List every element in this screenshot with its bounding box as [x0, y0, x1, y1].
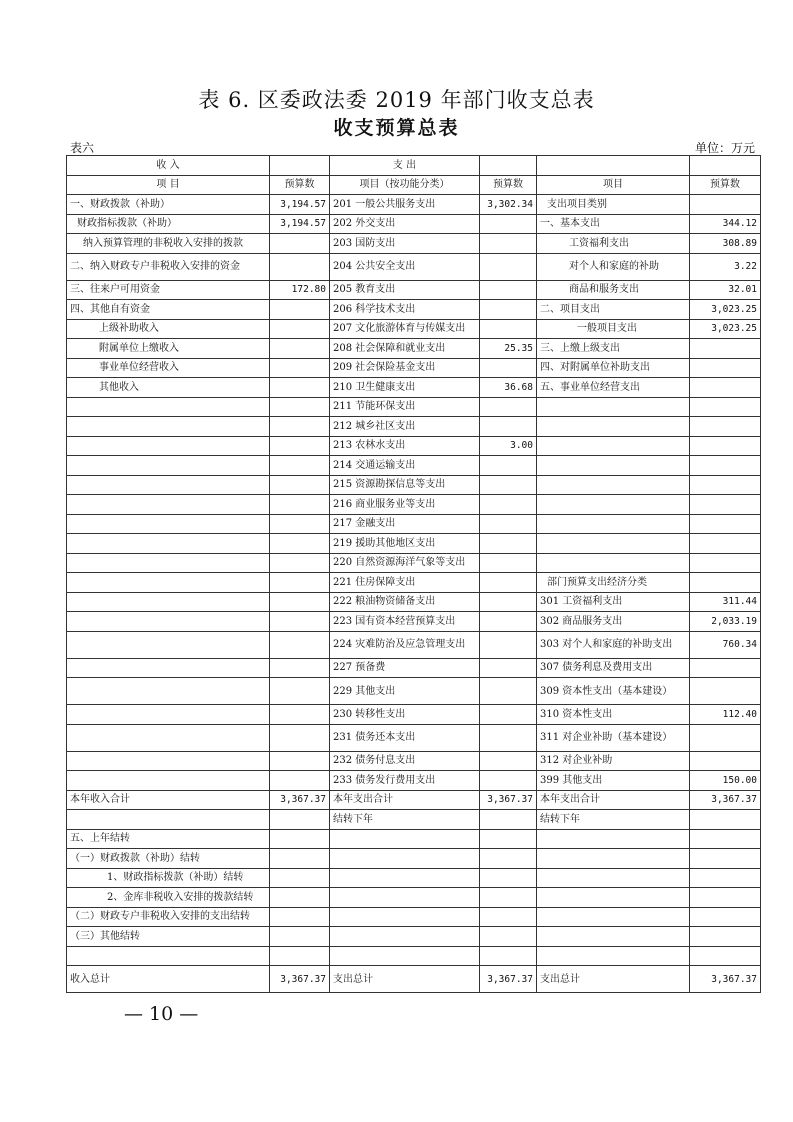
page-number: — 10 —	[124, 1003, 199, 1025]
expense-func-item-cell: 212 城乡社区支出	[330, 417, 480, 437]
income-budget-cell	[270, 751, 330, 771]
income-budget-cell	[270, 592, 330, 612]
table-row	[67, 397, 761, 417]
expense-func-item-cell: 214 交通运输支出	[330, 456, 480, 476]
expense-item-cell	[537, 829, 690, 849]
expense-budget-cell: 112.40	[690, 705, 761, 725]
income-budget-cell	[270, 705, 330, 725]
expense-func-budget-cell: 3,367.37	[480, 790, 537, 810]
expense-func-budget-cell	[480, 553, 537, 573]
expense-budget-cell	[690, 927, 761, 947]
income-budget-cell	[270, 319, 330, 339]
table-row	[67, 253, 761, 280]
income-item-cell	[67, 456, 270, 476]
income-budget-cell	[270, 234, 330, 254]
expense-item-cell: 四、对附属单位补助支出	[537, 358, 690, 378]
expense-func-item-cell: 230 转移性支出	[330, 705, 480, 725]
col-header-budget: 预算数	[480, 175, 537, 195]
empty-header-cell	[270, 156, 330, 176]
expense-item-cell: 311 对企业补助（基本建设）	[537, 724, 690, 751]
income-budget-cell	[270, 849, 330, 869]
expense-func-budget-cell	[480, 751, 537, 771]
expense-func-item-cell: 223 国有资本经营预算支出	[330, 612, 480, 632]
income-item-cell	[67, 705, 270, 725]
expense-budget-cell	[690, 946, 761, 966]
income-item-cell	[67, 534, 270, 554]
table-code: 表六	[70, 141, 95, 155]
expense-group-header: 支 出	[330, 156, 480, 176]
expense-budget-cell: 760.34	[690, 631, 761, 658]
expense-item-cell: 部门预算支出经济分类	[537, 573, 690, 593]
expense-item-cell: 302 商品服务支出	[537, 612, 690, 632]
expense-func-item-cell: 222 粮油物资储备支出	[330, 592, 480, 612]
col-header-budget: 预算数	[690, 175, 761, 195]
expense-func-budget-cell	[480, 495, 537, 515]
expense-func-item-cell: 204 公共安全支出	[330, 253, 480, 280]
income-item-cell: 二、纳入财政专户非税收入安排的资金	[67, 253, 270, 280]
income-budget-cell	[270, 678, 330, 705]
income-budget-cell	[270, 397, 330, 417]
income-item-cell	[67, 678, 270, 705]
income-budget-cell	[270, 829, 330, 849]
expense-func-budget-cell	[480, 612, 537, 632]
expense-func-budget-cell	[480, 888, 537, 908]
expense-budget-cell	[690, 849, 761, 869]
expense-item-cell: 309 资本性支出（基本建设）	[537, 678, 690, 705]
expense-item-cell: 310 资本性支出	[537, 705, 690, 725]
expense-func-budget-cell	[480, 946, 537, 966]
expense-item-cell	[537, 888, 690, 908]
expense-func-budget-cell	[480, 358, 537, 378]
table-subtitle: 收支预算总表	[333, 117, 460, 139]
expense-func-item-cell	[330, 849, 480, 869]
table-row	[67, 553, 761, 573]
table-row	[67, 927, 761, 947]
expense-item-cell: 307 债务利息及费用支出	[537, 658, 690, 678]
expense-func-budget-cell	[480, 456, 537, 476]
table-row	[67, 436, 761, 456]
income-budget-cell	[270, 724, 330, 751]
expense-budget-cell	[690, 868, 761, 888]
income-item-cell: 财政指标拨款（补助）	[67, 214, 270, 234]
table-row	[67, 946, 761, 966]
table-row	[67, 868, 761, 888]
expense-func-budget-cell	[480, 829, 537, 849]
table-row	[67, 195, 761, 215]
income-item-cell: 收入总计	[67, 966, 270, 993]
expense-item-cell: 三、上缴上级支出	[537, 339, 690, 359]
expense-func-budget-cell	[480, 475, 537, 495]
expense-func-item-cell: 229 其他支出	[330, 678, 480, 705]
budget-summary-table	[66, 155, 761, 993]
income-budget-cell	[270, 378, 330, 398]
expense-func-item-cell: 207 文化旅游体育与传媒支出	[330, 319, 480, 339]
income-item-cell	[67, 553, 270, 573]
income-item-cell	[67, 631, 270, 658]
income-item-cell: 其他收入	[67, 378, 270, 398]
expense-func-budget-cell	[480, 214, 537, 234]
income-budget-cell	[270, 514, 330, 534]
expense-func-item-cell	[330, 907, 480, 927]
expense-budget-cell	[690, 417, 761, 437]
expense-func-item-cell: 217 金融支出	[330, 514, 480, 534]
income-budget-cell: 172.80	[270, 280, 330, 300]
expense-func-item-cell: 221 住房保障支出	[330, 573, 480, 593]
expense-func-budget-cell: 3,367.37	[480, 966, 537, 993]
expense-func-item-cell	[330, 868, 480, 888]
expense-item-cell: 本年支出合计	[537, 790, 690, 810]
expense-budget-cell: 344.12	[690, 214, 761, 234]
expense-func-item-cell: 220 自然资源海洋气象等支出	[330, 553, 480, 573]
table-row	[67, 339, 761, 359]
table-row	[67, 280, 761, 300]
table-row	[67, 495, 761, 515]
expense-budget-cell: 3,367.37	[690, 966, 761, 993]
income-budget-cell: 3,367.37	[270, 966, 330, 993]
income-budget-cell	[270, 907, 330, 927]
expense-item-cell: 工资福利支出	[537, 234, 690, 254]
expense-func-budget-cell: 3.00	[480, 436, 537, 456]
expense-item-cell: 对个人和家庭的补助	[537, 253, 690, 280]
income-item-cell: 上级补助收入	[67, 319, 270, 339]
expense-item-cell	[537, 397, 690, 417]
expense-func-budget-cell	[480, 868, 537, 888]
expense-budget-cell	[690, 534, 761, 554]
income-budget-cell	[270, 417, 330, 437]
expense-budget-cell: 2,033.19	[690, 612, 761, 632]
expense-item-cell	[537, 495, 690, 515]
expense-item-cell: 301 工资福利支出	[537, 592, 690, 612]
expense-budget-cell: 3,023.25	[690, 319, 761, 339]
expense-func-budget-cell	[480, 319, 537, 339]
expense-item-cell	[537, 946, 690, 966]
unit-label: 单位：万元	[694, 141, 755, 155]
income-budget-cell: 3,194.57	[270, 195, 330, 215]
expense-item-cell: 结转下年	[537, 810, 690, 830]
expense-item-cell: 五、事业单位经营支出	[537, 378, 690, 398]
income-item-cell	[67, 436, 270, 456]
expense-func-budget-cell	[480, 417, 537, 437]
expense-item-cell	[537, 553, 690, 573]
table-row	[67, 300, 761, 320]
expense-func-item-cell: 213 农林水支出	[330, 436, 480, 456]
expense-item-cell: 商品和服务支出	[537, 280, 690, 300]
income-budget-cell	[270, 888, 330, 908]
expense-item-cell: 312 对企业补助	[537, 751, 690, 771]
expense-budget-cell: 32.01	[690, 280, 761, 300]
expense-func-item-cell: 215 资源勘探信息等支出	[330, 475, 480, 495]
expense-budget-cell	[690, 514, 761, 534]
expense-func-item-cell: 211 节能环保支出	[330, 397, 480, 417]
expense-func-budget-cell: 3,302.34	[480, 195, 537, 215]
expense-func-item-cell: 205 教育支出	[330, 280, 480, 300]
expense-func-item-cell: 210 卫生健康支出	[330, 378, 480, 398]
income-item-cell: 一、财政拨款（补助）	[67, 195, 270, 215]
col-header-item: 项目	[537, 175, 690, 195]
expense-budget-cell	[690, 495, 761, 515]
expense-budget-cell	[690, 436, 761, 456]
table-row	[67, 417, 761, 437]
expense-func-budget-cell	[480, 678, 537, 705]
expense-budget-cell	[690, 907, 761, 927]
table-row	[67, 358, 761, 378]
expense-func-budget-cell	[480, 534, 537, 554]
expense-item-cell: 支出总计	[537, 966, 690, 993]
expense-func-budget-cell	[480, 253, 537, 280]
income-budget-cell	[270, 475, 330, 495]
income-item-cell: （一）财政拨款（补助）结转	[67, 849, 270, 869]
income-item-cell	[67, 771, 270, 791]
expense-item-cell	[537, 436, 690, 456]
expense-func-item-cell	[330, 927, 480, 947]
expense-item-cell	[537, 927, 690, 947]
income-budget-cell	[270, 253, 330, 280]
income-budget-cell	[270, 771, 330, 791]
income-budget-cell	[270, 631, 330, 658]
income-budget-cell	[270, 553, 330, 573]
income-budget-cell	[270, 658, 330, 678]
income-budget-cell	[270, 339, 330, 359]
table-row	[67, 829, 761, 849]
expense-func-item-cell: 231 债务还本支出	[330, 724, 480, 751]
expense-item-cell	[537, 417, 690, 437]
expense-func-item-cell	[330, 888, 480, 908]
table-row	[67, 907, 761, 927]
income-item-cell: （二）财政专户非税收入安排的支出结转	[67, 907, 270, 927]
expense-func-item-cell: 203 国防支出	[330, 234, 480, 254]
income-item-cell: 四、其他自有资金	[67, 300, 270, 320]
table-row	[67, 514, 761, 534]
col-header-budget: 预算数	[270, 175, 330, 195]
table-row	[67, 705, 761, 725]
expense-func-budget-cell	[480, 849, 537, 869]
income-item-cell: 纳入预算管理的非税收入安排的拨款	[67, 234, 270, 254]
expense-budget-cell	[690, 888, 761, 908]
income-budget-cell	[270, 810, 330, 830]
expense-func-item-cell: 233 债务发行费用支出	[330, 771, 480, 791]
income-item-cell: 本年收入合计	[67, 790, 270, 810]
expense-func-item-cell	[330, 946, 480, 966]
expense-func-budget-cell	[480, 234, 537, 254]
income-item-cell	[67, 946, 270, 966]
expense-func-item-cell: 232 债务付息支出	[330, 751, 480, 771]
income-budget-cell	[270, 946, 330, 966]
expense-func-budget-cell: 25.35	[480, 339, 537, 359]
expense-budget-cell	[690, 810, 761, 830]
expense-budget-cell: 308.89	[690, 234, 761, 254]
income-item-cell: 1、财政指标拨款（补助）结转	[67, 868, 270, 888]
expense-budget-cell: 3,367.37	[690, 790, 761, 810]
expense-func-item-cell: 支出总计	[330, 966, 480, 993]
income-item-cell	[67, 810, 270, 830]
empty-header-cell	[690, 156, 761, 176]
expense-func-budget-cell	[480, 280, 537, 300]
expense-budget-cell	[690, 751, 761, 771]
expense-func-item-cell: 216 商业服务业等支出	[330, 495, 480, 515]
income-budget-cell	[270, 868, 330, 888]
empty-header-cell	[480, 156, 537, 176]
expense-budget-cell	[690, 358, 761, 378]
income-budget-cell	[270, 300, 330, 320]
table-row	[67, 790, 761, 810]
col-header-func-item: 项目（按功能分类）	[330, 175, 480, 195]
expense-func-item-cell: 227 预备费	[330, 658, 480, 678]
expense-func-budget-cell	[480, 705, 537, 725]
document-title: 表 6. 区委政法委 2019 年部门收支总表	[198, 88, 595, 112]
income-item-cell: （三）其他结转	[67, 927, 270, 947]
income-budget-cell	[270, 456, 330, 476]
expense-budget-cell	[690, 456, 761, 476]
income-item-cell: 三、往来户可用资金	[67, 280, 270, 300]
expense-item-cell: 一般项目支出	[537, 319, 690, 339]
expense-func-budget-cell	[480, 631, 537, 658]
income-item-cell	[67, 475, 270, 495]
expense-func-item-cell: 224 灾难防治及应急管理支出	[330, 631, 480, 658]
table-row	[67, 234, 761, 254]
income-item-cell: 2、金库非税收入安排的拨款结转	[67, 888, 270, 908]
expense-item-cell: 399 其他支出	[537, 771, 690, 791]
table-row	[67, 612, 761, 632]
expense-item-cell	[537, 475, 690, 495]
income-item-cell	[67, 658, 270, 678]
income-budget-cell	[270, 927, 330, 947]
table-row	[67, 810, 761, 830]
income-item-cell	[67, 495, 270, 515]
expense-budget-cell: 3,023.25	[690, 300, 761, 320]
expense-budget-cell	[690, 195, 761, 215]
expense-item-cell	[537, 514, 690, 534]
table-body	[67, 195, 761, 993]
income-item-cell	[67, 514, 270, 534]
table-row	[67, 631, 761, 658]
expense-func-item-cell	[330, 829, 480, 849]
expense-func-budget-cell	[480, 658, 537, 678]
table-row	[67, 573, 761, 593]
expense-item-cell	[537, 868, 690, 888]
income-budget-cell	[270, 358, 330, 378]
budget-table-wrapper	[66, 155, 760, 993]
income-budget-cell	[270, 534, 330, 554]
expense-func-budget-cell	[480, 724, 537, 751]
table-row	[67, 319, 761, 339]
income-item-cell: 事业单位经营收入	[67, 358, 270, 378]
income-item-cell	[67, 592, 270, 612]
expense-item-cell: 支出项目类别	[537, 195, 690, 215]
table-row	[67, 849, 761, 869]
expense-func-budget-cell	[480, 573, 537, 593]
income-budget-cell	[270, 495, 330, 515]
income-group-header: 收 入	[67, 156, 270, 176]
expense-item-cell	[537, 907, 690, 927]
expense-budget-cell	[690, 678, 761, 705]
col-header-item: 项 目	[67, 175, 270, 195]
income-item-cell	[67, 751, 270, 771]
income-budget-cell: 3,367.37	[270, 790, 330, 810]
table-row	[67, 724, 761, 751]
expense-func-budget-cell	[480, 927, 537, 947]
expense-func-item-cell: 本年支出合计	[330, 790, 480, 810]
expense-budget-cell	[690, 658, 761, 678]
income-budget-cell	[270, 612, 330, 632]
expense-item-cell	[537, 456, 690, 476]
income-item-cell	[67, 417, 270, 437]
expense-item-cell: 二、项目支出	[537, 300, 690, 320]
expense-func-budget-cell	[480, 397, 537, 417]
income-item-cell: 附属单位上缴收入	[67, 339, 270, 359]
expense-budget-cell: 150.00	[690, 771, 761, 791]
expense-func-budget-cell: 36.68	[480, 378, 537, 398]
expense-budget-cell	[690, 829, 761, 849]
income-item-cell	[67, 397, 270, 417]
column-header-row	[67, 175, 761, 195]
expense-func-item-cell: 206 科学技术支出	[330, 300, 480, 320]
table-row	[67, 214, 761, 234]
table-row	[67, 771, 761, 791]
table-row	[67, 658, 761, 678]
expense-func-item-cell: 209 社会保险基金支出	[330, 358, 480, 378]
table-row	[67, 456, 761, 476]
expense-func-item-cell: 201 一般公共服务支出	[330, 195, 480, 215]
table-row	[67, 751, 761, 771]
expense-func-item-cell: 202 外交支出	[330, 214, 480, 234]
expense-budget-cell	[690, 475, 761, 495]
expense-func-item-cell: 208 社会保障和就业支出	[330, 339, 480, 359]
expense-func-budget-cell	[480, 300, 537, 320]
expense-budget-cell: 311.44	[690, 592, 761, 612]
expense-func-item-cell: 结转下年	[330, 810, 480, 830]
expense-func-budget-cell	[480, 592, 537, 612]
expense-budget-cell	[690, 397, 761, 417]
table-row	[67, 966, 761, 993]
expense-budget-cell	[690, 339, 761, 359]
expense-budget-cell: 3.22	[690, 253, 761, 280]
expense-item-cell	[537, 534, 690, 554]
expense-item-cell: 一、基本支出	[537, 214, 690, 234]
expense-item-cell: 303 对个人和家庭的补助支出	[537, 631, 690, 658]
empty-header-cell	[537, 156, 690, 176]
income-item-cell	[67, 612, 270, 632]
income-item-cell	[67, 724, 270, 751]
income-item-cell	[67, 573, 270, 593]
income-budget-cell	[270, 436, 330, 456]
expense-func-budget-cell	[480, 771, 537, 791]
expense-func-budget-cell	[480, 514, 537, 534]
table-row	[67, 678, 761, 705]
expense-func-budget-cell	[480, 810, 537, 830]
expense-item-cell	[537, 849, 690, 869]
expense-func-budget-cell	[480, 907, 537, 927]
group-header-row	[67, 156, 761, 176]
income-budget-cell	[270, 573, 330, 593]
income-budget-cell: 3,194.57	[270, 214, 330, 234]
expense-budget-cell	[690, 553, 761, 573]
table-row	[67, 475, 761, 495]
income-item-cell: 五、上年结转	[67, 829, 270, 849]
table-row	[67, 592, 761, 612]
expense-budget-cell	[690, 378, 761, 398]
expense-budget-cell	[690, 573, 761, 593]
expense-func-item-cell: 219 援助其他地区支出	[330, 534, 480, 554]
table-row	[67, 378, 761, 398]
expense-budget-cell	[690, 724, 761, 751]
table-row	[67, 534, 761, 554]
table-row	[67, 888, 761, 908]
